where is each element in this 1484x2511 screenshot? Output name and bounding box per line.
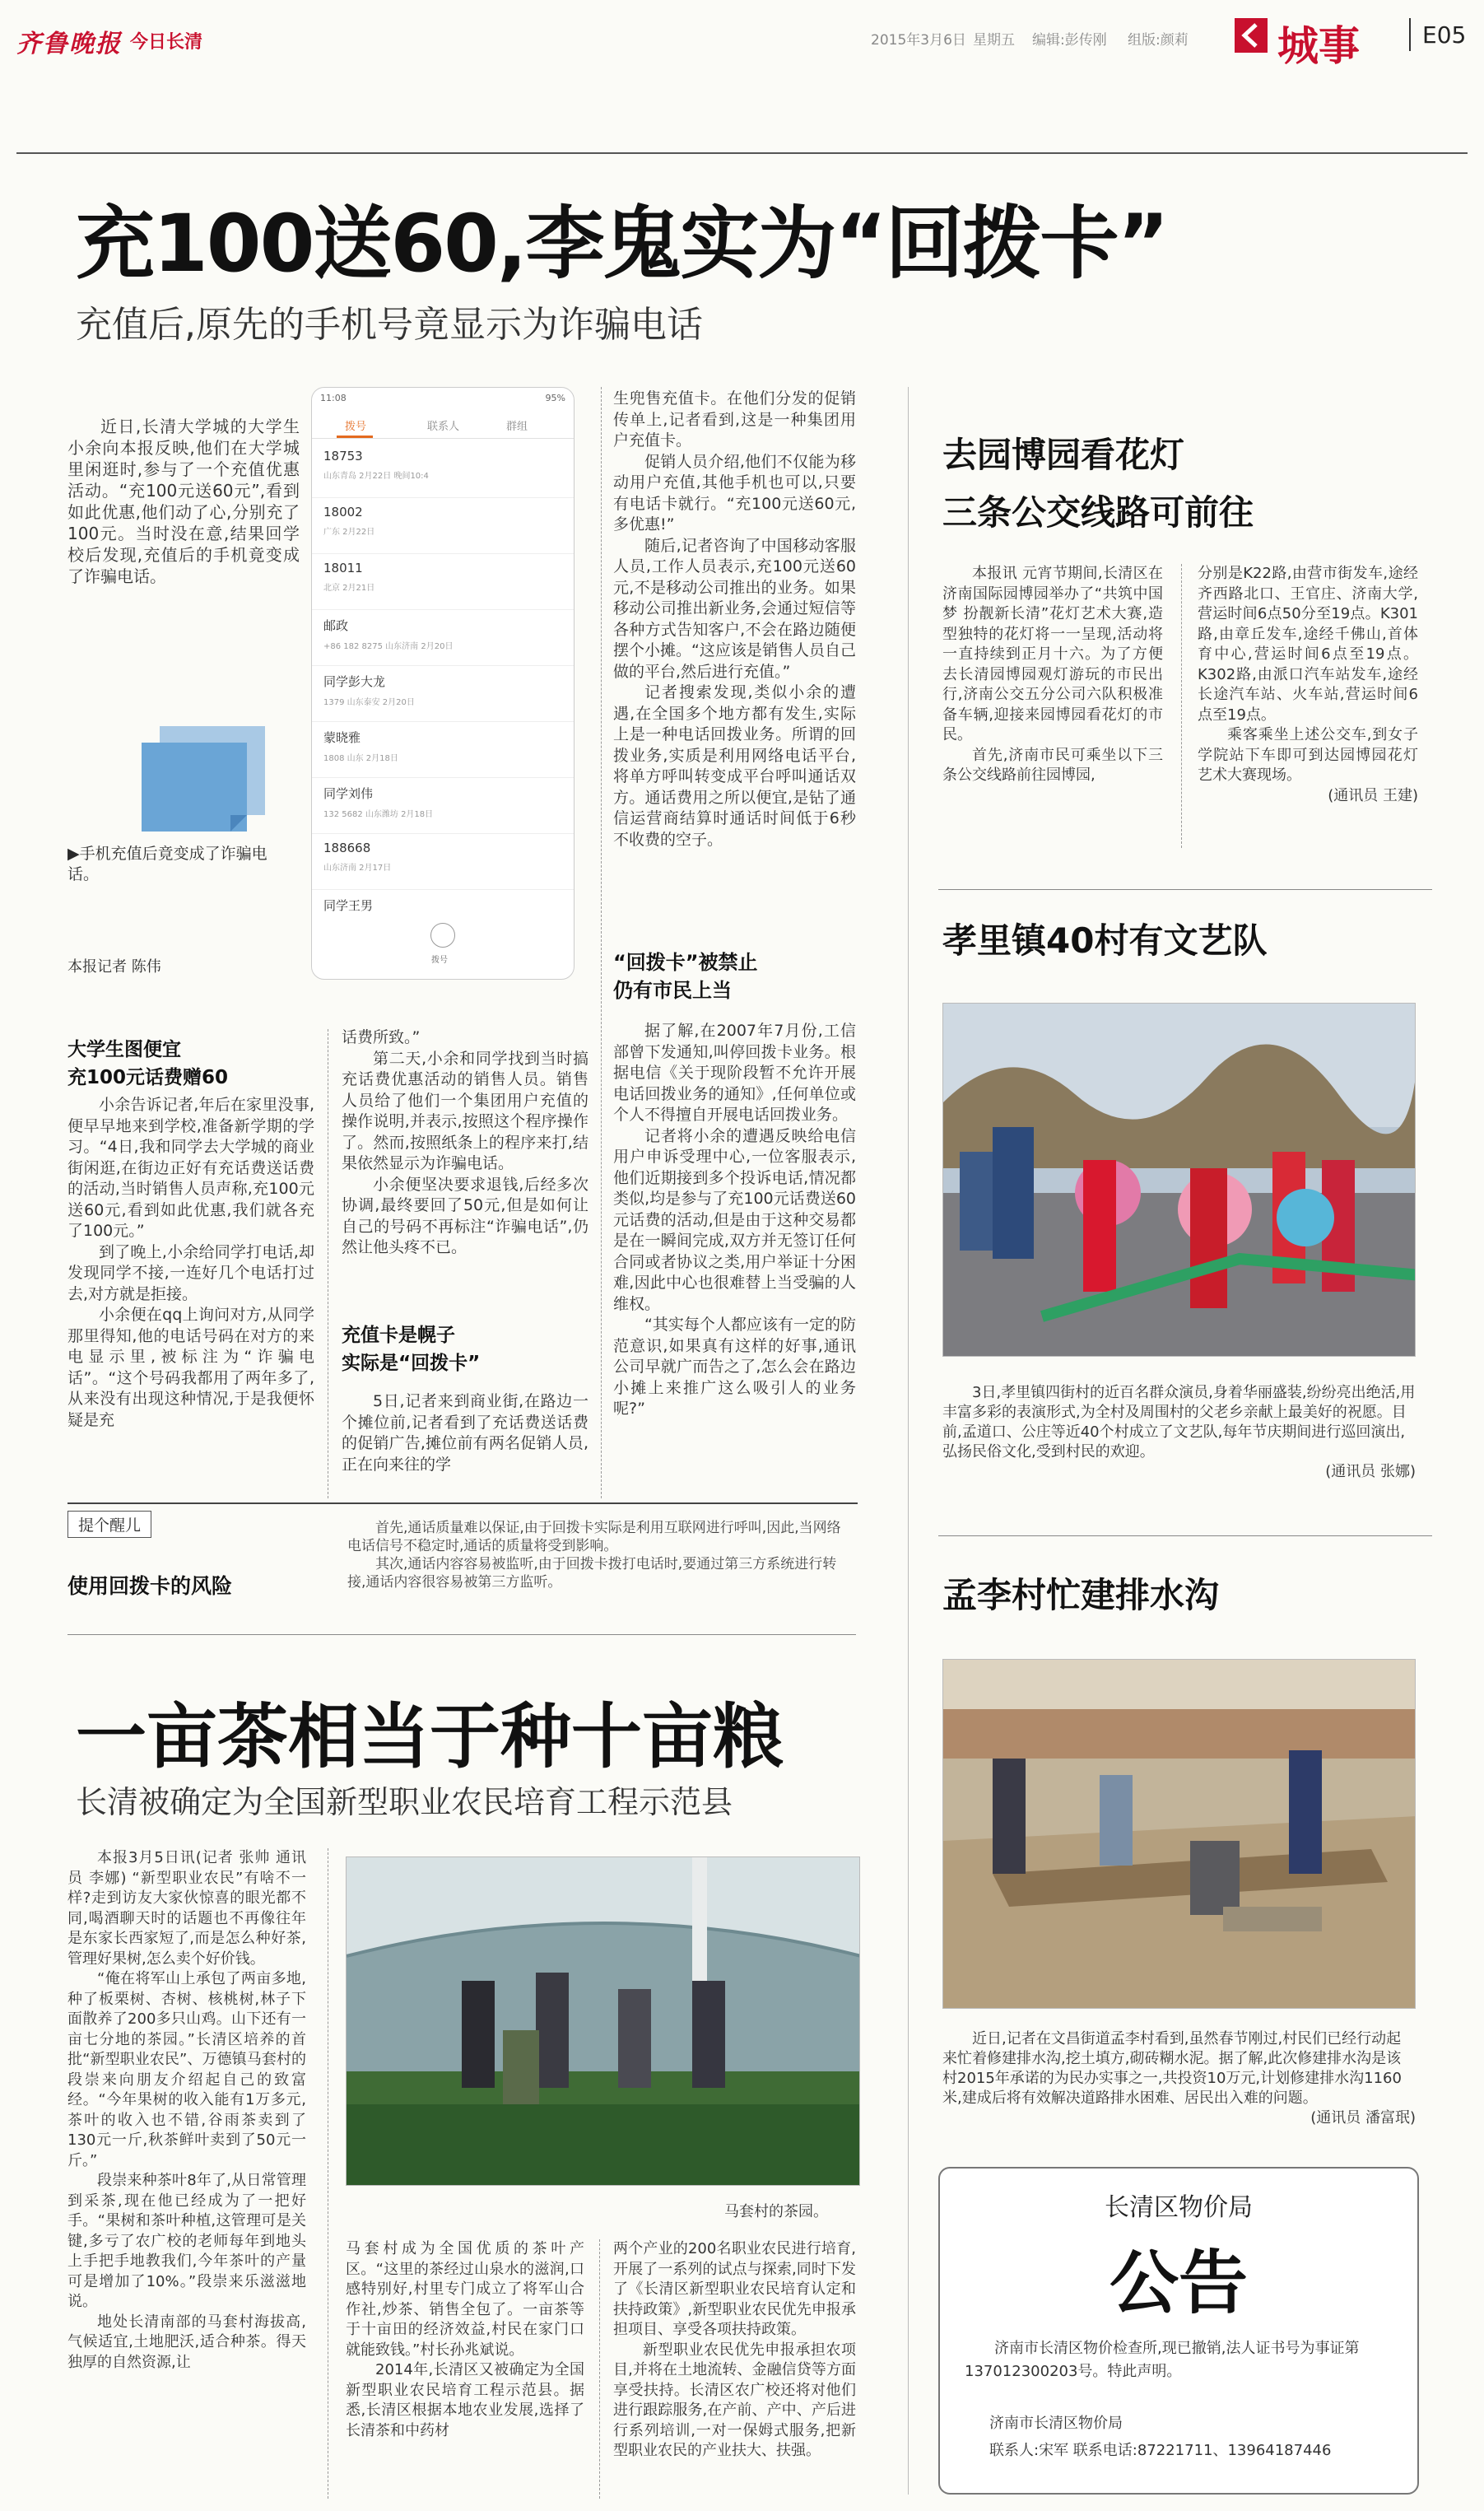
- call-sub: 山东济南 2月17日: [323, 864, 392, 873]
- reminder-title: 使用回拨卡的风险: [67, 1574, 233, 1598]
- story1-col2: [342, 1027, 588, 1259]
- story1-reporter: 本报记者 陈伟: [67, 958, 161, 976]
- story2-col-right: 分别是K22路,由营市街发车,途经齐西路北口、王官庄、济南大学,营运时间6点50分至19点。K301路,由章丘发车,途经千佛山,首体育中心,营运时间6点至19点。K302路,由派口汽车站发车,途经长途汽车站、火车站,营运时间6点至19点。 乘客乘坐上述公交车,到女子学院站下车即可到达园博园花灯艺术大赛现场。 (通讯员 王建): [1198, 565, 1418, 804]
- layout-credit: 组版:颜莉: [1128, 32, 1189, 49]
- call-sub: 132 5682 山东潍坊 2月18日: [323, 810, 434, 819]
- call-sub: 1808 山东 2月18日: [323, 754, 398, 763]
- story1-lead: 近日,长清大学城的大学生小余向本报反映,他们在大学城里闲逛时,参与了一个充值优惠活动。“充100元送60元”,看到如此优惠,他们动了心,分别充了100元。当时没在意,结果回学校后发现,充值后的手机竟变成了诈骗电话。: [67, 417, 300, 586]
- call-name: 18753: [323, 449, 363, 464]
- story4-caption: 近日,记者在文昌街道孟李村看到,虽然春节刚过,村民们已经行动起来忙着修建排水沟,挖土填方,砌砖糊水泥。据了解,此次修建排水沟是该村2015年承诺的为民办实事之一,共投资10万元,计划修建排水沟1160米,建成后将有效解决道路排水困难、居民出入难的问题。 (通讯员 潘富珉): [942, 2030, 1416, 2127]
- phone-tab-contacts[interactable]: 联系人: [427, 421, 460, 433]
- reminder-text: 首先,通话质量难以保证,由于回拨卡实际是利用互联网进行呼叫,因此,当网络电话信号不稳定时,通话的质量将受到影响。 其次,通话内容容易被监听,由于回拨卡拨打电话时,要通过第三方系统进行转接,通话内容很容易被第三方监听。: [347, 1520, 841, 1591]
- masthead-rule: [16, 152, 1468, 154]
- call-name: 蒙晓雅: [323, 730, 361, 745]
- story1-col3b-para: 记者将小余的遭遇反映给电信用户申诉受理中心,一位客服表示,他们近期接到多个投诉电话,情况都类似,均是参与了充100元话费送60元话费的活动,但是由于这种交易都是在一瞬间完成,双方并无签订任何合同或者协议之类,用户举证十分困难,因此中心也很难替上当受骗的人维权。: [613, 1126, 856, 1313]
- story5-photo-caption: 马套村的茶园。: [724, 2203, 828, 2220]
- story2-subtitle: 三条公交线路可前往: [942, 492, 1254, 533]
- story5-subheadline: 长清被确定为全国新型职业农民培育工程示范县: [76, 1784, 733, 1820]
- story1-col2b: 5日,记者来到商业街,在路边一个摊位前,记者看到了充话费送话费的促销广告,摊位前有两名促销人员,正在向来往的学: [342, 1392, 588, 1474]
- phone-tab-groups[interactable]: 群组: [506, 421, 528, 433]
- story2-title: 去园博园看花灯: [942, 435, 1185, 475]
- issue-weekday: 星期五: [973, 32, 1015, 49]
- story1-col2-para: 小余便坚决要求退钱,后经多次协调,最终要回了50元,但是如何让自己的号码不再标注“诈骗电话”,仍然让他头疼不已。: [342, 1175, 588, 1256]
- story5-photo: [346, 1856, 860, 2186]
- notice-signature: 济南市长清区物价局: [989, 2415, 1123, 2432]
- call-sub: 广东 2月22日: [323, 528, 375, 537]
- story5-col2: 马套村成为全国优质的茶叶产区。“这里的茶经过山泉水的滋润,口感特别好,村里专门成立了将军山合作社,炒茶、销售全包了。一亩茶等于十亩田的经济效益,村民在家门口就能致钱。”村长孙兆斌说。 2014年,长清区又被确定为全国新型职业农民培育工程示范县。据悉,长清区根据本地农业发展,选择了长清茶和中药材: [346, 2240, 584, 2439]
- story1-sub2: 充值卡是幌子 实际是“回拨卡”: [342, 1325, 481, 1374]
- phone-dial-button[interactable]: [430, 923, 455, 948]
- notice-title: 公告: [1109, 2242, 1248, 2323]
- story1-col3-para: 记者搜索发现,类似小余的遭遇,在全国多个地方都有发生,实际上是一种电话回拨业务。所谓的回拨业务,实质是利用网络电话平台,将单方呼叫转变成平台呼叫通话双方。通话费用之所以便宜,是钻了通信运营商结算时通话时间低于6秒不收费的空子。: [613, 683, 856, 849]
- call-name: 同学彭大龙: [323, 674, 386, 689]
- paper-name: 齐鲁晚报: [16, 30, 122, 58]
- notice-contact: 联系人:宋军 联系电话:87221711、13964187446: [989, 2442, 1332, 2459]
- phone-tabs: [312, 411, 574, 439]
- notice-box: [938, 2167, 1419, 2495]
- phone-tab-dial[interactable]: 拨号: [345, 421, 367, 433]
- call-name: 18002: [323, 505, 363, 519]
- call-log-entry[interactable]: [312, 610, 574, 666]
- call-sub: +86 182 8275 山东济南 2月20日: [323, 642, 454, 651]
- story1-headline: 充100送60,李鬼实为“回拨卡”: [76, 198, 1168, 290]
- story1-col3b: [613, 1021, 856, 1420]
- section-arrow-icon: [1235, 18, 1268, 53]
- story1-col1-para: 小余告诉记者,年后在家里没事,便早早地来到学校,准备新学期的学习。“4日,我和同学去大学城的商业街闲逛,在街边正好有充话费送话费的活动,当时销售人员声称,充100元送60元,看到如此优惠,我们就各充了100元。”: [67, 1096, 314, 1240]
- notice-org: 长清区物价局: [1105, 2193, 1253, 2222]
- story1-col1-para: 小余便在qq上询问对方,从同学那里得知,他的电话号码在对方的来电显示里,被标注为“诈骗电话”。“这个号码我都用了两年多了,从来没有出现这种情况,于是我便怀疑是充: [67, 1306, 314, 1429]
- call-log-entry[interactable]: [312, 666, 574, 722]
- call-log-entry[interactable]: [312, 722, 574, 778]
- call-sub: 1379 山东泰安 2月20日: [323, 698, 415, 707]
- call-name: 188668: [323, 841, 371, 855]
- story5-col1: 本报3月5日讯(记者 张帅 通讯员 李娜) “新型职业农民”有啥不一样?走到访友大家伙惊喜的眼光都不同,喝酒聊天时的话题也不再像往年是东家长西家短了,而是怎么种好茶,管理好果树,怎么卖个好价钱。 “俺在将军山上承包了两亩多地,种了板栗树、杏树、核桃树,林子下面散养了200多只山鸡。山下还有一亩七分地的茶园。”长清区培养的首批“新型职业农民”、万德镇马套村的段崇来向朋友介绍起自己的致富经。“今年果树的收入能有1万多元,茶叶的收入也不错,谷雨茶卖到了130元一斤,秋茶鲜叶卖到了50元一斤。” 段崇来种茶叶8年了,从日常管理到采茶,现在他已经成为了一把好手。“果树和茶叶种植,这管理可是关键,多亏了农广校的老师每年到地头上手把手地教我们,今年茶叶的产量可是增加了10%。”段崇来乐滋滋地说。 地处长清南部的马套村海拔高,气候适宜,土地肥沃,适合种茶。得天独厚的自然资源,让: [67, 1849, 306, 2371]
- call-log-entry[interactable]: [312, 442, 574, 498]
- reminder-box: [67, 1502, 858, 1618]
- story4-photo: [942, 1659, 1416, 2009]
- story3-title: 孝里镇40村有文艺队: [942, 920, 1268, 961]
- call-sub: 北京 2月21日: [323, 584, 375, 593]
- phone-call-log: [312, 442, 574, 929]
- story3-photo: [942, 1003, 1416, 1357]
- story1-subheadline: 充值后,原先的手机号竟显示为诈骗电话: [76, 304, 703, 346]
- phone-screenshot: [311, 387, 575, 980]
- story1-sub1: 大学生图便宜 充100元话费赠60: [67, 1039, 229, 1088]
- phone-status-time: 11:08: [320, 393, 347, 403]
- story1-col3: [613, 389, 856, 850]
- notice-body: 济南市长清区物价检查所,现已撤销,法人证书号为事证第137012300203号。特此声明。: [965, 2340, 1360, 2380]
- call-name: 18011: [323, 561, 363, 575]
- story1-col2-para: 话费所致。”: [342, 1028, 421, 1046]
- story4-title: 孟李村忙建排水沟: [942, 1575, 1220, 1615]
- story5-col3: 两个产业的200名职业农民进行培育,开展了一系列的试点与探索,同时下发了《长清区新型职业农民培育认定和扶持政策》,新型职业农民优先申报承担项目、享受各项扶持政策。 新型职业农民优先申报承担农项目,并将在土地流转、金融信贷等方面享受扶持。长清区农广校还将对他们进行跟踪服务,在产前、产中、产后进行系列培训,一对一保姆式服务,把新型职业农民的产业扶大、扶强。: [613, 2240, 856, 2459]
- call-log-entry[interactable]: [312, 554, 574, 610]
- story1-col3-para: 随后,记者咨询了中国移动客服人员,工作人员表示,充100元送60元,不是移动公司推出的业务。如果移动公司推出新业务,会通过短信等各种方式告知客户,不会在路边随便摆个小摊。“这应该是销售人员自己做的平台,然后进行充值。”: [613, 536, 856, 681]
- section-name: 城事: [1277, 22, 1360, 70]
- story2-col-left: 本报讯 元宵节期间,长清区在济南国际园博园举办了“共筑中国梦 扮靓新长清”花灯艺术大赛,造型独特的花灯将一一呈现,活动将一直持续到正月十六。为了方便去长清园博园观灯游玩的市民出行,济南公交五分公司六队积极准备车辆,迎接来园博园看花灯的市民。 首先,济南市民可乘坐以下三条公交线路前往园博园,: [942, 565, 1163, 784]
- call-log-entry[interactable]: [312, 778, 574, 834]
- reminder-label: 提个醒儿: [67, 1511, 151, 1538]
- phone-dial-label: 拨号: [431, 956, 448, 965]
- call-sub: 山东青岛 2月22日 晚间10:4: [323, 472, 429, 481]
- story1-col1: [67, 1095, 314, 1431]
- story1-col1-para: 到了晚上,小余给同学打电话,却发现同学不接,一连好几个电话打过去,对方就是拒接。: [67, 1242, 314, 1303]
- section-tag: 今日长清: [130, 32, 203, 53]
- story1-col3b-para: “其实每个人都应该有一定的防范意识,如果真有这样的好事,通讯公司早就广而告之了,怎么会在路边小摊上来推广这么吸引人的业务呢?”: [613, 1316, 856, 1418]
- story1-col3-para: 促销人员介绍,他们不仅能为移动用户充值,其他手机也可以,只要有电话卡就行。“充100元送60元,多优惠!”: [613, 452, 856, 533]
- callout-box-icon: [142, 726, 265, 833]
- call-log-entry[interactable]: [312, 498, 574, 554]
- call-log-entry[interactable]: [312, 834, 574, 890]
- call-name: 同学王男: [323, 898, 374, 913]
- phone-status-battery: 95%: [545, 393, 565, 403]
- story3-caption: 3日,孝里镇四街村的近百名群众演员,身着华丽盛装,纷纷亮出绝活,用丰富多彩的表演形式,为全村及周围村的父老乡亲献上最美好的祝愿。目前,孟道口、公庄等近40个村成立了文艺队,每年节庆期间进行巡回演出,弘扬民俗文化,受到村民的欢迎。 (通讯员 张娜): [942, 1384, 1416, 1480]
- story1-sub3: “回拨卡”被禁止 仍有市民上当: [613, 951, 758, 1002]
- story5-headline: 一亩茶相当于种十亩粮: [76, 1696, 784, 1778]
- masthead: [0, 0, 1484, 78]
- call-name: 邮政: [323, 618, 349, 633]
- page-number: E05: [1422, 21, 1467, 49]
- story1-photo-caption: ▶手机充值后竟变成了诈骗电话。: [67, 845, 267, 883]
- story1-col3b-para: 据了解,在2007年7月份,工信部曾下发通知,叫停回拨卡业务。根据电信《关于现阶段暂不允许开展电话回拨业务的通知》,任何单位或个人不得擅自开展电话回拨业务。: [613, 1022, 856, 1124]
- call-name: 同学刘伟: [323, 786, 374, 801]
- story1-col3-para: 生兜售充值卡。在他们分发的促销传单上,记者看到,这是一种集团用户充值卡。: [613, 389, 856, 450]
- issue-date: 2015年3月6日: [871, 32, 966, 49]
- story1-col2-para: 第二天,小余和同学找到当时搞充话费优惠活动的销售人员。销售人员给了他们一个集团用户充值的操作说明,并表示,按照这个程序操作了。然而,按照纸条上的程序来打,结果依然显示为诈骗电话。: [342, 1049, 588, 1172]
- editor-credit: 编辑:彭传刚: [1032, 32, 1107, 49]
